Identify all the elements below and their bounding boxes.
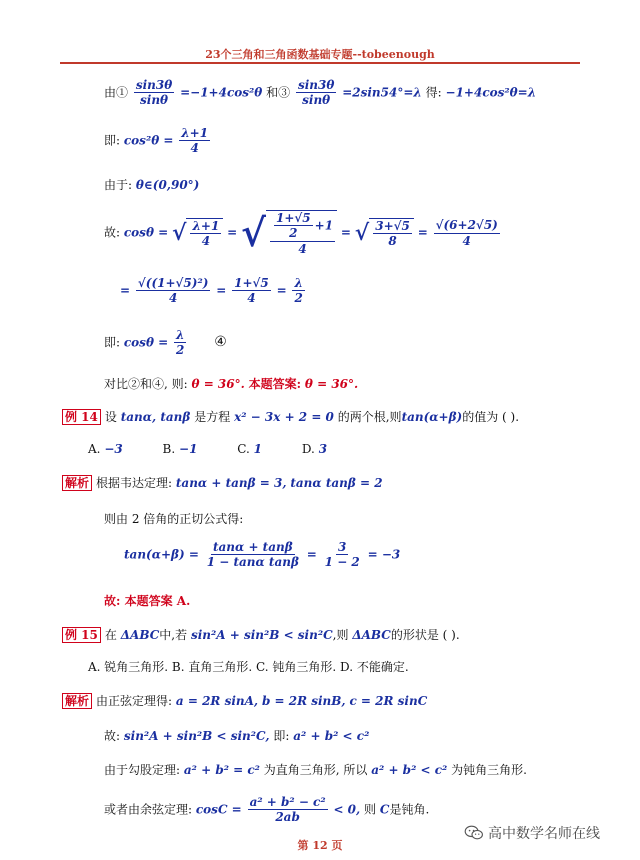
math: =−1+4cos²θ (180, 85, 263, 100)
line-compare (104, 377, 358, 391)
text: 对比②和④, 则: (104, 377, 188, 391)
math: cos²θ = (123, 133, 174, 148)
text: 即: (104, 133, 121, 148)
line-cos-theta: 故: cosθ = √ $\frac{\lambda+1}{4}$ = √ $\frac{1+√5}{2}$ +1 4 = √ $\frac{3+√5}{8}$ = $\frac{√(6+2√5)}{4}$ (104, 210, 498, 256)
example-14-options (88, 442, 363, 456)
fraction: $\frac{√(6+2√5)}{4}$ (435, 218, 498, 248)
line-theta-range (104, 178, 199, 192)
example-label: 例 15 (62, 627, 101, 643)
solution-15-line3: 由于勾股定理: a² + b² = c² 为直角三角形, 所以 a² + b² < c² 为钝角三角形. (104, 763, 527, 777)
fraction: $\frac{3}{1 - 2}$ (324, 540, 360, 570)
solution-label: 解析 (62, 475, 92, 491)
math: −1+4cos²θ=λ (445, 85, 537, 100)
text: 即: (104, 335, 121, 350)
math: θ = 36°. (191, 377, 245, 391)
solution-15: 解析 由正弦定理得: a = 2R sinA, b = 2R sinB, c = 2R sinC (62, 693, 427, 709)
line-cos-lambda (104, 328, 227, 358)
solution-14-line2: 则由 2 倍角的正切公式得: (104, 512, 244, 526)
solution-14-formula: tan(α+β) = $\frac{\tan\alpha + \tan\beta}{\text{1 − tanα tanβ}}$ = $\frac{3}{1 - 2}$ = −3 (124, 540, 401, 570)
math: =2sin54°=λ (342, 85, 422, 100)
sqrt: √ $\frac{\lambda+1}{4}$ (172, 218, 223, 249)
example-label: 例 14 (62, 409, 101, 425)
solution-15-line4: 或者由余弦定理: cosC = $\frac{\text{a² + b² − c²}}{2ab}$ < 0, 则 C是钝角. (104, 795, 430, 825)
example-15: 例 15 在 ΔABC中,若 sin²A + sin²B < sin²C,则 ΔABC的形状是 ( ). (62, 627, 460, 643)
line-simplify: = $\frac{\text{√((1+√5)²)}}{4}$ = $\frac{1+√5}{4}$ = $\frac{\lambda}{2}$ (120, 276, 303, 306)
fraction: $\frac{\sin 3\theta}{\sin\theta}$ (135, 78, 173, 108)
line-cos-squared (104, 126, 212, 156)
answer-label: 本题答案: (248, 377, 302, 391)
option-b: B. −1 (162, 442, 198, 456)
sqrt: √ $\frac{3+√5}{8}$ (355, 218, 414, 249)
example-14: 例 14 设 tanα, tanβ 是方程 x² − 3x + 2 = 0 的两个根,则tan(α+β)的值为 ( ). (62, 409, 519, 425)
watermark-text: 高中数学名师在线 (488, 826, 600, 842)
text: 和③ (266, 85, 291, 100)
text: 由① (104, 85, 129, 100)
watermark (464, 823, 600, 843)
math: cosθ = (123, 225, 169, 240)
fraction: $\frac{\lambda}{2}$ (294, 276, 303, 306)
line-derivation-1 (104, 78, 536, 108)
page-number: 第 12 页 (297, 839, 343, 852)
solution-14-answer: 故: 本题答案 A. (104, 594, 191, 608)
fraction: $\frac{\lambda+1}{4}$ (181, 126, 209, 156)
option-d: D. 3 (301, 442, 328, 456)
fraction: $\frac{\text{a² + b² − c²}}{2ab}$ (249, 795, 326, 825)
fraction: $\frac{\lambda}{2}$ (176, 328, 185, 358)
sqrt: √ $\frac{1+√5}{2}$ +1 4 (241, 210, 337, 256)
fraction: $\frac{1+√5}{4}$ (234, 276, 269, 306)
answer: θ = 36°. (304, 377, 359, 391)
math: cosθ = (123, 335, 169, 350)
wechat-icon (464, 825, 484, 841)
header-rule (60, 62, 580, 64)
option-c: C. 1 (237, 442, 263, 456)
text: 由于: (104, 178, 133, 192)
text: 故: (104, 225, 121, 240)
page-header-title: 23个三角和三角函数基础专题--tobeenough (205, 48, 435, 61)
equation-tag: ④ (214, 334, 227, 351)
fraction: $\frac{\sin 3\theta}{\sin\theta}$ (297, 78, 335, 108)
option-a: A. −3 (88, 442, 123, 456)
solution-label: 解析 (62, 693, 92, 709)
text: 得: (425, 85, 442, 100)
example-15-options: A. 锐角三角形. B. 直角三角形. C. 钝角三角形. D. 不能确定. (88, 660, 409, 674)
fraction: $\frac{\tan\alpha + \tan\beta}{\text{1 − tanα tanβ}}$ (206, 540, 299, 570)
math: θ∈(0,90°) (135, 178, 200, 192)
fraction: $\frac{\text{√((1+√5)²)}}{4}$ (137, 276, 209, 306)
solution-15-line2: 故: sin²A + sin²B < sin²C, 即: a² + b² < c² (104, 729, 370, 743)
solution-14: 解析 根据韦达定理: tanα + tanβ = 3, tanα tanβ = 2 (62, 475, 383, 491)
